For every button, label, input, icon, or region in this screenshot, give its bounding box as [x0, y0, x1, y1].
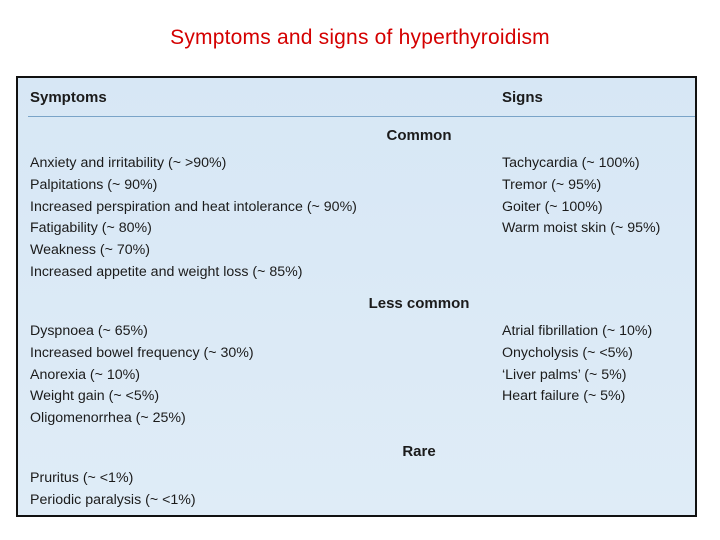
list-item: Warm moist skin (~ 95%)	[502, 220, 661, 237]
list-item: Tremor (~ 95%)	[502, 176, 602, 193]
list-item: Onycholysis (~ <5%)	[502, 344, 633, 361]
list-item: Pruritus (~ <1%)	[30, 470, 134, 486]
list-item: Increased appetite and weight loss (~ 85%)	[30, 263, 303, 280]
symptoms-column-header: Symptoms	[30, 89, 107, 106]
list-item: Weight gain (~ <5%)	[30, 388, 160, 405]
less-common-symptoms-list	[30, 321, 254, 430]
common-signs-list	[502, 153, 660, 240]
rare-symptoms-list	[30, 468, 196, 512]
slide-title: Symptoms and signs of hyperthyroidism	[170, 26, 550, 49]
list-item: Anorexia (~ 10%)	[30, 366, 141, 383]
table-background	[18, 78, 695, 515]
list-item: Tachycardia (~ 100%)	[502, 155, 640, 171]
list-item: Oligomenorrhea (~ 25%)	[30, 410, 186, 427]
list-item: Goiter (~ 100%)	[502, 198, 603, 215]
section-title-less-common: Less common	[368, 295, 470, 312]
list-item: Heart failure (~ 5%)	[502, 388, 626, 405]
section-title-rare: Rare	[402, 443, 436, 460]
list-item: Increased perspiration and heat intolerance (~ 90%)	[30, 198, 357, 215]
list-item: Atrial fibrillation (~ 10%)	[502, 323, 653, 339]
list-item: Increased bowel frequency (~ 30%)	[30, 344, 254, 361]
common-symptoms-list	[30, 153, 357, 284]
section-title-common: Common	[386, 127, 452, 144]
less-common-signs-list	[502, 321, 652, 408]
list-item: Anxiety and irritability (~ >90%)	[30, 155, 227, 171]
list-item: Periodic paralysis (~ <1%)	[30, 491, 196, 508]
symptoms-signs-table	[16, 76, 697, 517]
list-item: Weakness (~ 70%)	[30, 242, 150, 259]
list-item: Dyspnoea (~ 65%)	[30, 323, 148, 339]
signs-column-header: Signs	[502, 89, 543, 106]
list-item: ‘Liver palms’ (~ 5%)	[502, 366, 627, 383]
header-divider	[28, 116, 695, 117]
list-item: Palpitations (~ 90%)	[30, 176, 158, 193]
list-item: Fatigability (~ 80%)	[30, 220, 152, 237]
